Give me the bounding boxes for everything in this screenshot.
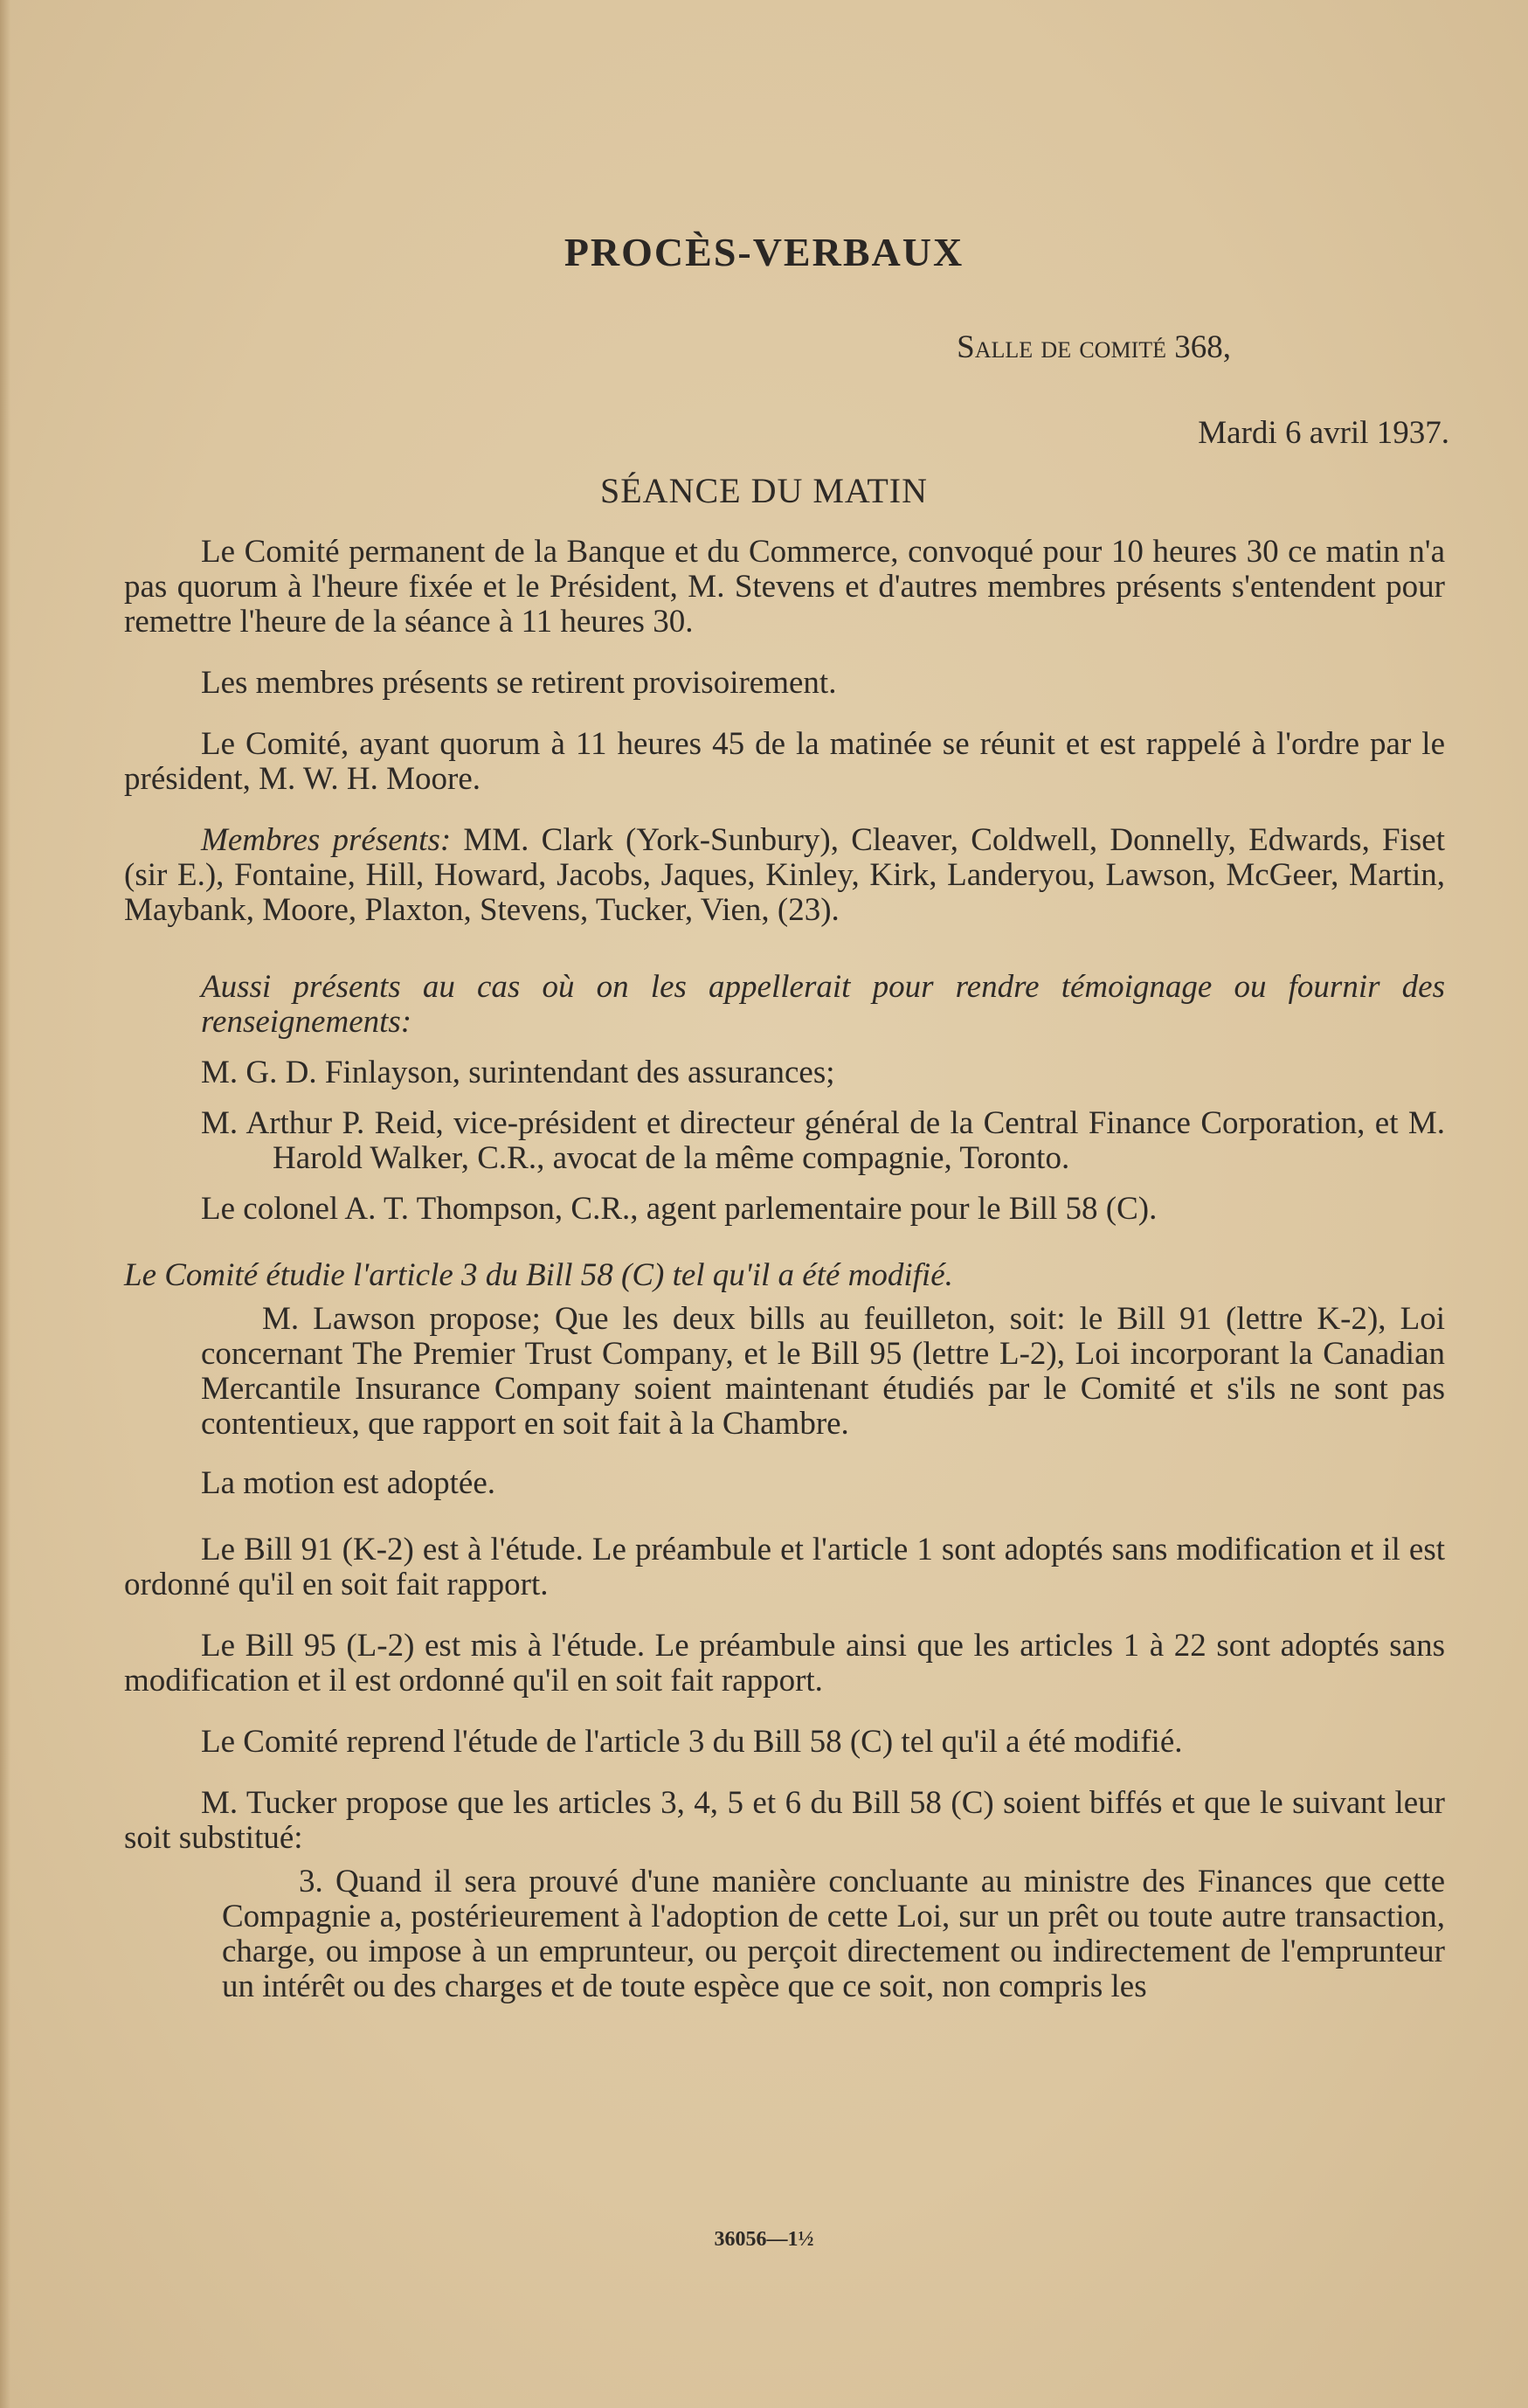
paragraph-1: Le Comité permanent de la Banque et du Commerce, convoqué pour 10 heures 30 ce matin n'a pas quorum à l'heure fixée et le Président, M. Stevens et d'autres membres présents s'entendent pour remettre l'heure de la séance à 11 heures 30.	[124, 534, 1445, 640]
page-title: PROCÈS-VERBAUX	[563, 230, 965, 274]
page-edge	[0, 0, 10, 2408]
members-label: Membres présents:	[201, 822, 452, 858]
paragraph-resume-study: Le Comité reprend l'étude de l'article 3 du Bill 58 (C) tel qu'il a été modifié.	[201, 1724, 1183, 1760]
paragraph-reid: M. Arthur P. Reid, vice-président et directeur général de la Central Finance Corporation, et M. Harold Walker, C.R., avocat de la même compagnie, Toronto.	[201, 1105, 1445, 1176]
paragraph-committee-studies: Le Comité étudie l'article 3 du Bill 58 (C) tel qu'il a été modifié.	[124, 1257, 953, 1293]
paragraph-thompson: Le colonel A. T. Thompson, C.R., agent parlementaire pour le Bill 58 (C).	[201, 1191, 1158, 1227]
paragraph-motion-adopted: La motion est adoptée.	[201, 1465, 496, 1501]
room-line: Salle de comité 368,	[957, 329, 1231, 365]
paragraph-2: Les membres présents se retirent provisoirement.	[201, 665, 837, 701]
paragraph-tucker-motion: M. Tucker propose que les articles 3, 4, 5 et 6 du Bill 58 (C) soient biffés et que le suivant leur soit substitué:	[124, 1785, 1445, 1856]
paragraph-lawson-motion: M. Lawson propose; Que les deux bills au feuilleton, soit: le Bill 91 (lettre K-2), Loi concernant The Premier Trust Company, et le Bill 95 (lettre L-2), Loi incorporant la Canadian Mercantile Insurance Company soient maintenant étudiés par le Comité et s'ils ne sont pas contentieux, que rapport en soit fait à la Chambre.	[201, 1301, 1445, 1442]
paragraph-members	[124, 823, 1445, 928]
members-list: MM. Clark (York-Sunbury), Cleaver, Coldwell, Donnelly, Edwards, Fiset (sir E.), Fontaine, Hill, Howard, Jacobs, Jaques, Kinley, Kirk, Landeryou, Lawson, McGeer, Martin, Maybank, Moore, Plaxton, Stevens, Tucker, Vien, (23).	[124, 822, 1445, 928]
paragraph-3: Le Comité, ayant quorum à 11 heures 45 de la matinée se réunit et est rappelé à l'ordre par le président, M. W. H. Moore.	[124, 726, 1445, 797]
body-text	[124, 535, 1445, 2004]
paragraph-finlayson: M. G. D. Finlayson, surintendant des assurances;	[201, 1055, 835, 1090]
paragraph-also-present: Aussi présents au cas où on les appellerait pour rendre témoignage ou fournir des renseignements:	[201, 969, 1445, 1040]
paragraph-bill-91: Le Bill 91 (K-2) est à l'étude. Le préambule et l'article 1 sont adoptés sans modification et il est ordonné qu'il en soit fait rapport.	[124, 1532, 1445, 1602]
page-footer: 36056—1½	[714, 2228, 814, 2251]
paragraph-article-3: 3. Quand il sera prouvé d'une manière concluante au ministre des Finances que cette Compagnie a, postérieurement à l'adoption de cette Loi, sur un prêt ou toute autre transaction, charge, ou impose à un emprunteur, ou perçoit directement ou indirectement de l'emprunteur un intérêt ou des charges et de toute espèce que ce soit, non compris les	[222, 1864, 1445, 2004]
paragraph-bill-95: Le Bill 95 (L-2) est mis à l'étude. Le préambule ainsi que les articles 1 à 22 sont adoptés sans modification et il est ordonné qu'il en soit fait rapport.	[124, 1628, 1445, 1699]
session-heading: SÉANCE DU MATIN	[600, 471, 928, 510]
date-line: Mardi 6 avril 1937.	[1198, 415, 1449, 451]
